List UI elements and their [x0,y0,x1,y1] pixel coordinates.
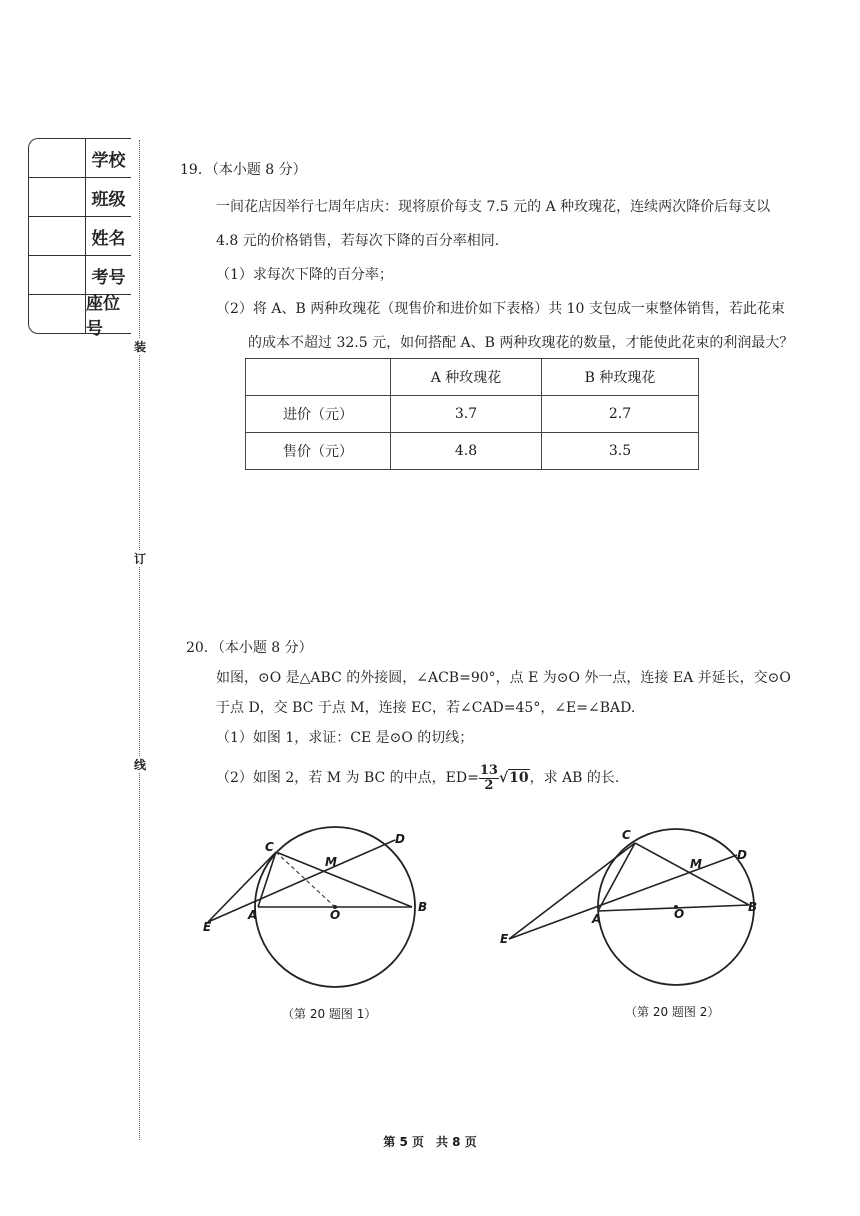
price-table [245,358,699,470]
label-o: O [330,908,341,922]
table-header-row [246,359,699,396]
fraction-numerator: 13 [479,762,498,778]
figure-2 [495,815,765,1005]
segment-ec [509,843,635,939]
figure-1-caption: （第 20 题图 1） [282,1007,377,1021]
info-row-school [29,139,131,178]
label-d: D [395,832,405,846]
q20-text-line: 于点 D，交 BC 于点 M，连接 EC，若∠CAD=45°，∠E=∠BAD. [216,700,636,716]
figure-2-caption: （第 20 题图 2） [625,1005,720,1019]
q19-heading: 19．（本小题 8 分） [180,162,307,178]
label-m: M [325,855,337,869]
info-label: 考号 [85,256,131,294]
label-e: E [500,932,509,946]
info-row-name [29,217,131,256]
label-c: C [622,828,631,842]
q19-part2-line: 的成本不超过 32.5 元，如何搭配 A、B 两种玫瑰花的数量，才能使此花束的利润最大？ [248,335,794,351]
label-c: C [265,840,274,854]
table-row [246,396,699,433]
q19-text-line: 一间花店因举行七周年店庆：现将原价每支 7.5 元的 A 种玫瑰花，连续两次降价后每支以 [216,199,771,215]
table-cell: B 种玫瑰花 [542,359,699,396]
binding-char: 线 [133,758,146,772]
table-row [246,433,699,470]
q19-part1: （1）求每次下降的百分率； [216,267,393,283]
table-cell: 3.5 [542,433,699,470]
q20-part2-suffix: ，求 AB 的长. [529,770,620,786]
table-cell: 2.7 [542,396,699,433]
info-label: 学校 [85,139,131,177]
q20-part2-prefix: （2）如图 2，若 M 为 BC 的中点，ED= [216,770,479,786]
table-cell [246,359,391,396]
q19-part2-line: （2）将 A、B 两种玫瑰花（现售价和进价如下表格）共 10 支包成一束整体销售，若此花束 [216,301,785,317]
table-cell: 4.8 [391,433,542,470]
figure-1 [190,810,430,1010]
label-b: B [418,900,428,914]
segment-cb [276,852,412,907]
info-label: 座位号 [85,295,131,333]
info-label: 姓名 [85,217,131,255]
square-root: √10 [498,770,529,786]
label-a: A [592,912,602,926]
label-a: A [248,908,258,922]
binding-line [139,140,140,1140]
table-cell: 售价（元） [246,433,391,470]
label-e: E [203,920,212,934]
student-info-box [28,138,131,339]
page-footer: 第 5 页 共 8 页 [383,1135,477,1149]
q19-text-line: 4.8 元的价格销售，若每次下降的百分率相同. [216,233,500,249]
q20-heading: 20．（本小题 8 分） [186,640,313,656]
segment-ed [509,855,737,939]
label-m: M [690,857,702,871]
q20-part2 [216,760,619,796]
label-b: B [748,900,758,914]
fraction-denominator: 2 [484,777,494,793]
table-cell: 3.7 [391,396,542,433]
table-cell: 进价（元） [246,396,391,433]
q20-part1: （1）如图 1，求证：CE 是⊙O 的切线； [216,730,474,746]
segment-ed [208,840,395,922]
info-label: 班级 [85,178,131,216]
label-d: D [737,848,747,862]
label-o: O [674,907,685,921]
info-row-seat [29,294,131,339]
fraction [479,764,499,793]
table-cell: A 种玫瑰花 [391,359,542,396]
segment-ec [208,852,276,922]
binding-char: 装 [133,340,146,354]
binding-char: 订 [133,552,146,566]
info-row-class [29,178,131,217]
sqrt-argument: 10 [509,770,529,786]
q20-text-line: 如图，⊙O 是△ABC 的外接圆，∠ACB=90°，点 E 为⊙O 外一点，连接 EA 并延长，交⊙O [216,670,791,686]
